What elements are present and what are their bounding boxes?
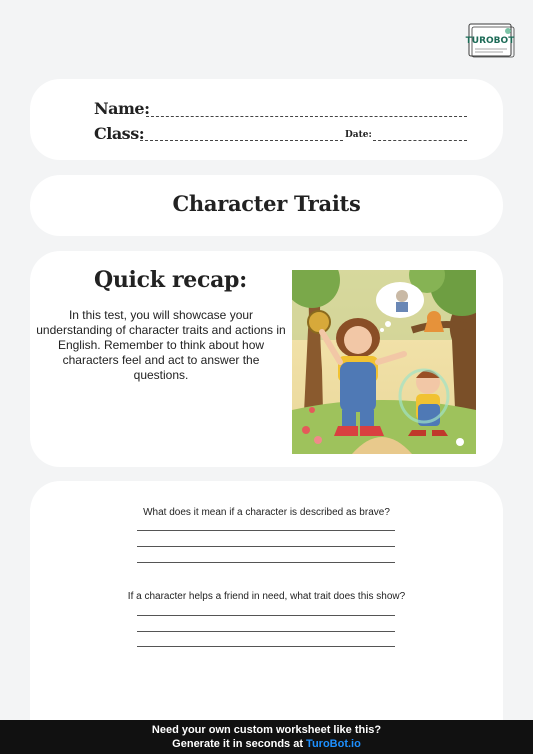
date-field[interactable]	[373, 140, 467, 141]
recap-heading: Quick recap:	[94, 267, 247, 293]
answer-line[interactable]	[137, 562, 395, 563]
worksheet-title: Character Traits	[172, 191, 361, 216]
promo-footer	[0, 720, 533, 754]
footer-prefix: Generate it in seconds at	[172, 738, 307, 750]
recap-card	[30, 251, 503, 467]
questions-card	[30, 481, 503, 721]
logo-text: TUROBOT	[465, 36, 515, 46]
question-2: If a character helps a friend in need, what trait does this show?	[127, 591, 406, 602]
answer-line[interactable]	[137, 615, 395, 616]
class-label: Class:	[94, 124, 145, 143]
answer-line[interactable]	[137, 646, 395, 647]
title-card	[30, 175, 503, 236]
turobot-link[interactable]: TuroBot.io	[306, 738, 361, 750]
question-1: What does it mean if a character is described as brave?	[143, 507, 390, 518]
answer-line[interactable]	[137, 631, 395, 632]
footer-line-2	[0, 737, 533, 751]
class-field[interactable]	[140, 140, 343, 141]
answer-line[interactable]	[137, 530, 395, 531]
student-info-card	[30, 79, 503, 160]
name-field[interactable]	[146, 116, 467, 117]
character-illustration	[292, 270, 476, 454]
name-label: Name:	[94, 99, 150, 118]
answer-line[interactable]	[137, 546, 395, 547]
turobot-logo	[463, 22, 517, 60]
recap-text: In this test, you will showcase your understanding of character traits and actions in English. Remember to think about how characters feel and act to answer the questions.	[36, 308, 286, 382]
date-label: Date:	[345, 130, 372, 140]
footer-line-1: Need your own custom worksheet like this?	[151, 724, 382, 736]
